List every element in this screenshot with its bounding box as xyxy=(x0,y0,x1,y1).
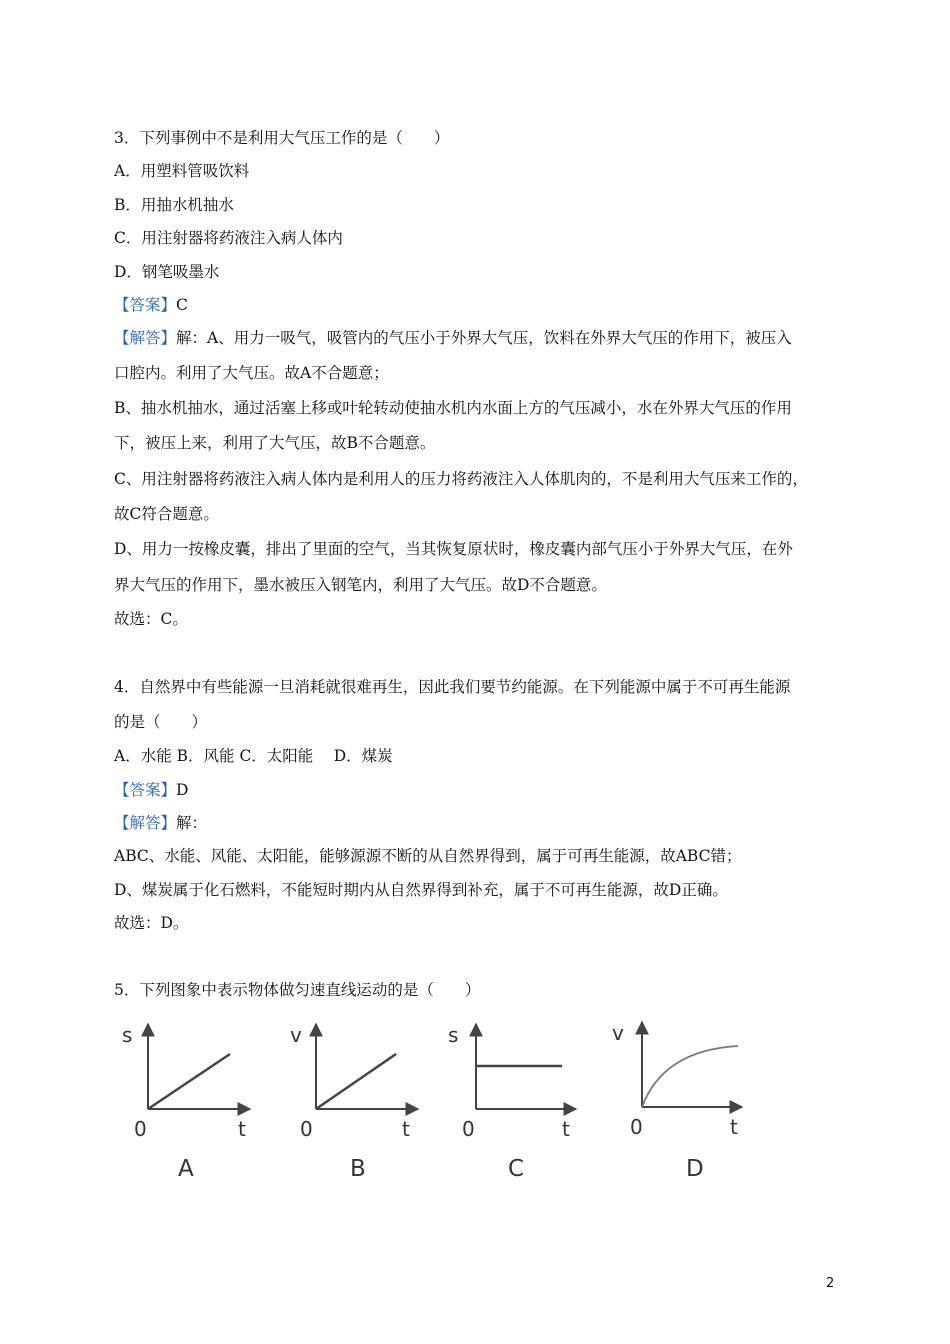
q3-analysis-line: 界大气压的作用下，墨水被压入钢笔内，利用了大气压。故D不合题意。 xyxy=(114,576,607,594)
q3-conclusion: 故选：C。 xyxy=(114,610,188,628)
graph-b-y-label: v xyxy=(290,1023,302,1047)
q4-stem: 4．自然界中有些能源一旦消耗就很难再生，因此我们要节约能源。在下列能源中属于不可再生能源 xyxy=(114,678,791,696)
graph-b-origin: 0 xyxy=(300,1117,313,1141)
graph-d xyxy=(612,1021,742,1182)
q3-analysis-line xyxy=(114,328,792,348)
motion-graphs xyxy=(110,1012,790,1192)
graph-d-y-label: v xyxy=(612,1021,624,1045)
analysis-text: 解：A、用力一吸气，吸管内的气压小于外界大气压，饮料在外界大气压的作用下，被压入 xyxy=(176,329,792,347)
graph-b-curve xyxy=(316,1054,396,1109)
graph-c xyxy=(448,1023,576,1182)
answer-tag: 【答案】 xyxy=(114,296,177,314)
graph-a-curve xyxy=(148,1054,230,1109)
q3-option-a: A．用塑料管吸饮料 xyxy=(114,162,250,180)
q3-analysis-line: 故C符合题意。 xyxy=(114,505,219,523)
motion-graphs-svg xyxy=(110,1012,790,1192)
graph-c-origin: 0 xyxy=(462,1117,475,1141)
graph-a-origin: 0 xyxy=(134,1117,147,1141)
graph-a-x-label: t xyxy=(238,1117,246,1141)
q3-option-c: C．用注射器将药液注入病人体内 xyxy=(114,229,343,247)
q3-analysis-line: 下，被压上来，利用了大气压，故B不合题意。 xyxy=(114,434,436,452)
graph-d-curve xyxy=(642,1046,738,1107)
graph-d-label: D xyxy=(686,1156,704,1182)
q3-analysis-line: 口腔内。利用了大气压。故A不合题意； xyxy=(114,364,389,382)
graph-b-label: B xyxy=(350,1156,366,1182)
answer-tag: 【答案】 xyxy=(114,781,177,799)
q4-answer xyxy=(114,780,188,800)
q4-analysis-line xyxy=(114,813,207,833)
q3-analysis-line: B、抽水机抽水，通过活塞上移或叶轮转动使抽水机内水面上方的气压减小，水在外界大气压的作用 xyxy=(114,399,792,417)
q3-stem: 3．下列事例中不是利用大气压工作的是（ ） xyxy=(114,129,450,147)
q3-answer xyxy=(114,295,188,315)
page-number: 2 xyxy=(826,1276,835,1291)
graph-d-origin: 0 xyxy=(630,1115,643,1139)
graph-a xyxy=(122,1023,250,1182)
graph-b xyxy=(290,1023,418,1182)
graph-a-label: A xyxy=(178,1156,194,1182)
q4-stem: 的是（ ） xyxy=(114,713,208,731)
analysis-tag: 【解答】 xyxy=(114,814,177,832)
q3-option-d: D．钢笔吸墨水 xyxy=(114,263,220,281)
q4-options: A．水能 B．风能 C．太阳能 D．煤炭 xyxy=(114,747,393,765)
graph-c-x-label: t xyxy=(562,1117,570,1141)
q3-option-b: B．用抽水机抽水 xyxy=(114,196,234,214)
q5-stem: 5．下列图象中表示物体做匀速直线运动的是（ ） xyxy=(114,981,481,999)
q3-analysis-line: D、用力一按橡皮囊，排出了里面的空气，当其恢复原状时，橡皮囊内部气压小于外界大气压，在外 xyxy=(114,540,793,558)
graph-c-y-label: s xyxy=(448,1023,459,1047)
analysis-tag: 【解答】 xyxy=(114,329,177,347)
answer-value: D xyxy=(176,781,189,799)
analysis-text: 解： xyxy=(176,814,208,832)
graph-c-label: C xyxy=(508,1156,525,1182)
q4-conclusion: 故选：D。 xyxy=(114,914,189,932)
graph-a-y-label: s xyxy=(122,1023,133,1047)
graph-d-x-label: t xyxy=(730,1115,738,1139)
answer-value: C xyxy=(176,296,188,314)
q3-analysis-line: C、用注射器将药液注入病人体内是利用人的压力将药液注入人体肌肉的，不是利用大气压来工作的， xyxy=(114,470,808,488)
graph-b-x-label: t xyxy=(402,1117,410,1141)
q4-analysis-line: ABC、水能、风能、太阳能，能够源源不断的从自然界得到，属于可再生能源，故ABC错； xyxy=(114,847,742,865)
q4-analysis-line: D、煤炭属于化石燃料，不能短时期内从自然界得到补充，属于不可再生能源，故D正确。 xyxy=(114,881,728,899)
